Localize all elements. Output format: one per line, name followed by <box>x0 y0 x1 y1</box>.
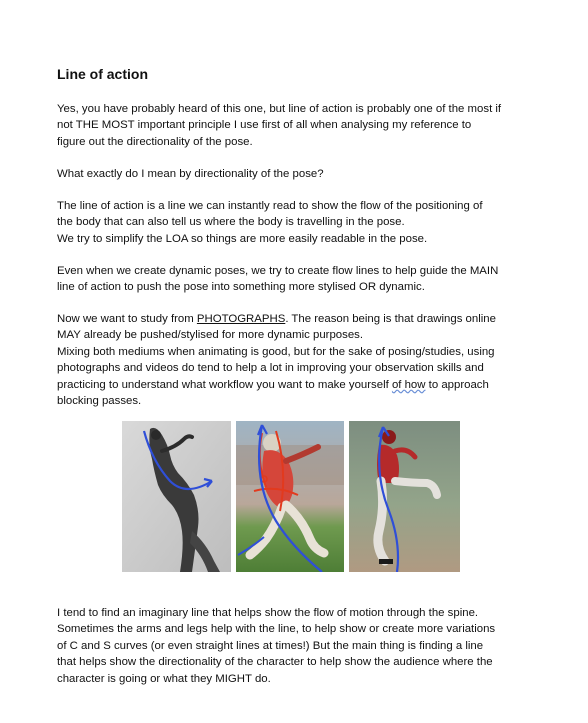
paragraph-dynamic-poses <box>57 263 557 296</box>
text-line: the body that can also tell us where the body is travelling in the pose. <box>57 216 405 229</box>
text-line: Mixing both mediums when animating is good, but for the sake of posing/studies, using <box>57 345 495 358</box>
baseball-pitcher-photo <box>349 421 460 572</box>
text-line: line of action to push the pose into something more stylised OR dynamic. <box>57 281 425 294</box>
section-title: Line of action <box>57 66 148 82</box>
football-player-photo <box>236 421 344 572</box>
paragraph-definition <box>57 198 557 247</box>
text-line: blocking passes. <box>57 395 142 408</box>
text-line <box>57 311 557 327</box>
paragraph-question <box>57 166 557 182</box>
text-line: MAY already be pushed/stylised for more dynamic purposes. <box>57 329 364 342</box>
text-fragment: practicing to understand what workflow you want to make yourself <box>57 378 392 391</box>
paragraph-conclusion <box>57 605 557 687</box>
text-line: What exactly do I mean by directionality of the pose? <box>57 168 324 180</box>
text-fragment: Now we want to study from <box>57 313 197 325</box>
text-line: Sometimes the arms and legs help with the line, to help show or create more variations <box>57 623 496 636</box>
text-line: that helps show the directionality of the character to help show the audience where the <box>57 656 493 669</box>
text-line: figure out the directionality of the pose. <box>57 135 253 148</box>
spellcheck-marked-text[interactable]: of how <box>391 378 426 391</box>
text-line: The line of action is a line we can instantly read to show the flow of the positioning of <box>57 200 483 212</box>
text-line: photographs and videos do tend to help a lot in improving your observation skills and <box>57 362 484 375</box>
text-fragment: to approach <box>425 378 489 391</box>
text-line: We try to simplify the LOA so things are more easily readable in the pose. <box>57 232 428 245</box>
photographs-link[interactable]: PHOTOGRAPHS <box>196 313 286 325</box>
text-line: character is going or what they MIGHT do. <box>57 672 271 685</box>
text-line: Even when we create dynamic poses, we try to create flow lines to help guide the MAIN <box>57 265 499 277</box>
paragraph-intro <box>57 101 557 150</box>
text-line <box>57 377 557 393</box>
dancer-photo <box>122 421 231 572</box>
text-line: I tend to find an imaginary line that helps show the flow of motion through the spine. <box>57 607 479 619</box>
text-fragment: . The reason being is that drawings online <box>285 313 496 325</box>
text-line: not THE MOST important principle I use first of all when analysing my reference to <box>57 119 472 132</box>
text-line: of C and S curves (or even straight lines at times!) But the main thing is finding a line <box>57 639 484 652</box>
reference-photos <box>122 421 460 572</box>
paragraph-photographs <box>57 311 557 409</box>
text-line: Yes, you have probably heard of this one, but line of action is probably one of the most if <box>57 103 502 115</box>
